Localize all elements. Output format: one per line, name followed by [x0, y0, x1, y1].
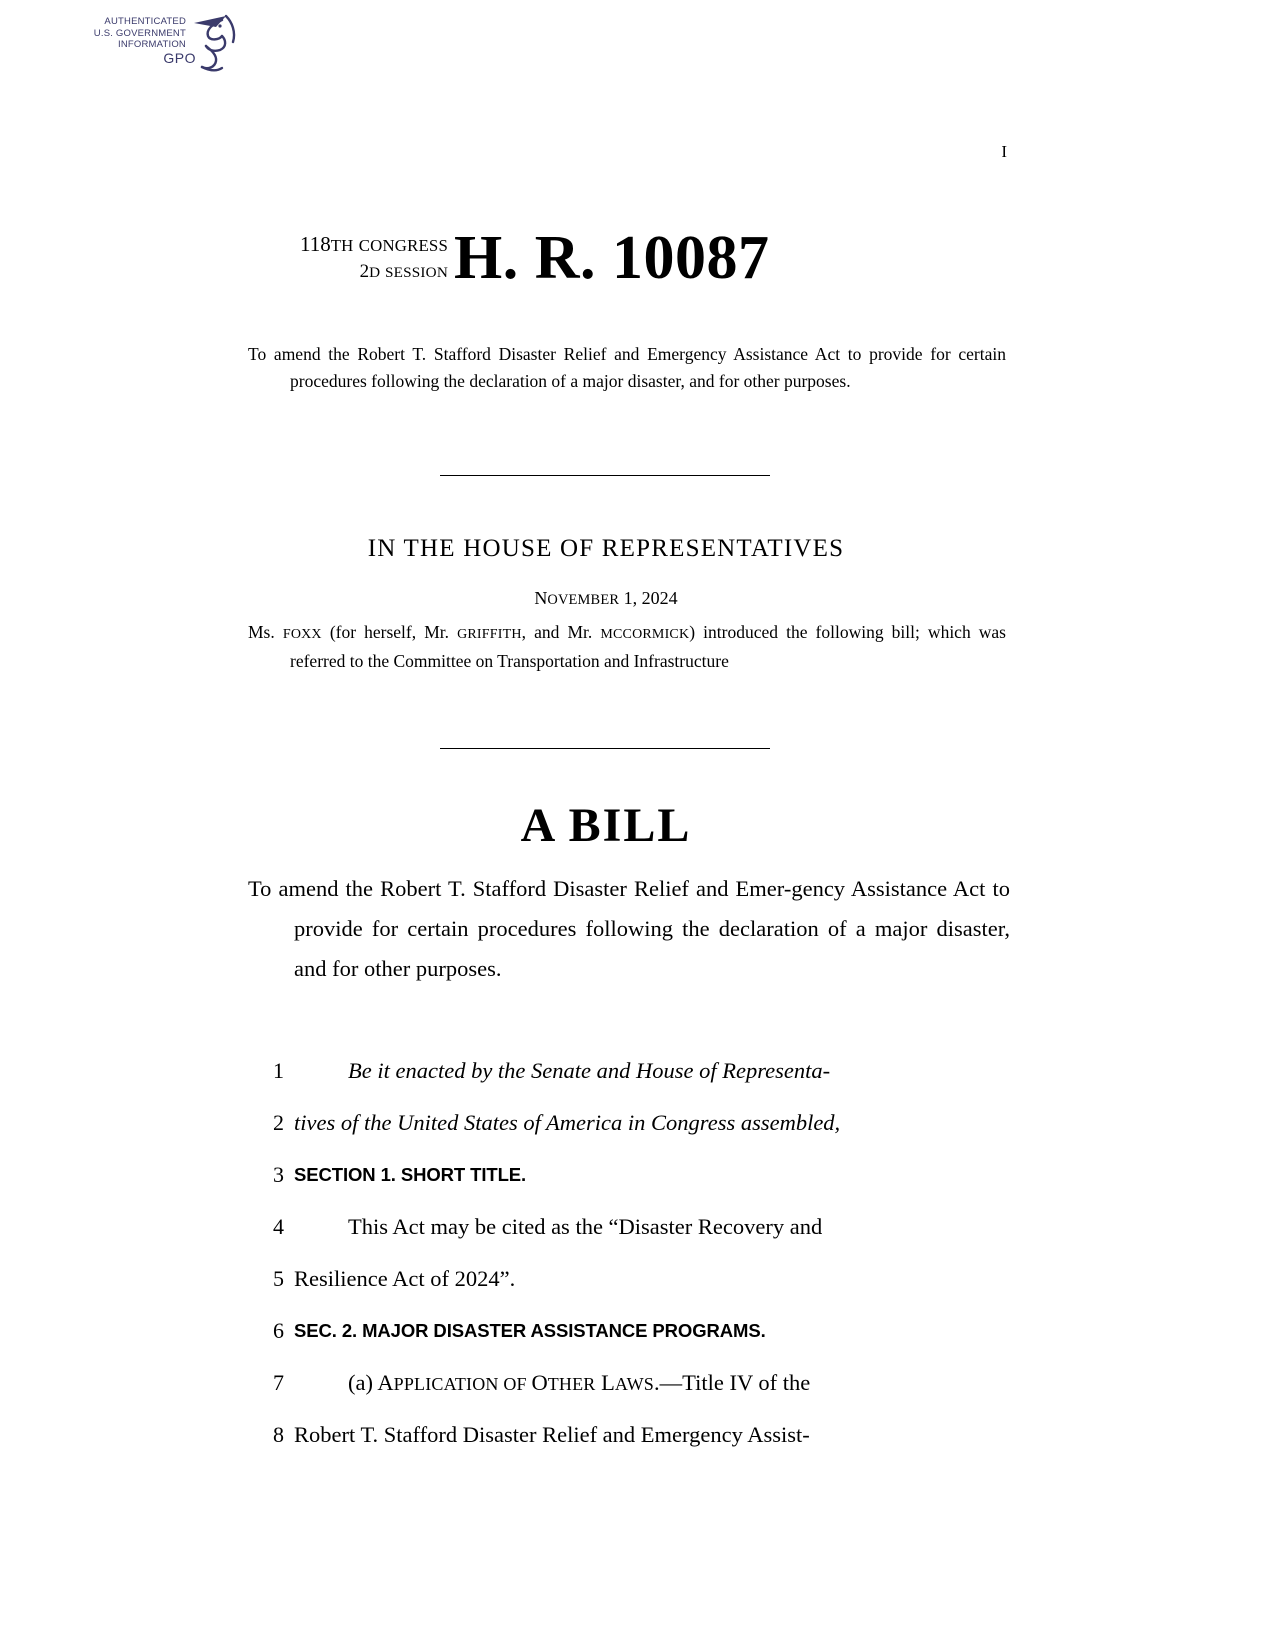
bill-line	[248, 1149, 964, 1201]
long-title-lead: To amend the Robert T. Stafford Disaster Relief and Emer-	[248, 876, 792, 901]
bill-title-heading: A BILL	[520, 799, 692, 852]
divider-rule-bottom	[440, 748, 770, 749]
line-number: 3	[273, 1162, 284, 1187]
gpo-seal-text	[94, 16, 186, 51]
sponsor-name-second: GRIFFITH	[457, 627, 522, 642]
congress-number: 118	[299, 232, 331, 256]
line-text: tives of the United States of America in Congress assembled,	[294, 1110, 841, 1135]
bill-line	[248, 1357, 964, 1409]
line-text: This Act may be cited as the “Disaster Recovery and	[348, 1214, 823, 1239]
page-identifier: I	[1001, 142, 1007, 161]
long-title-rest: gency Assistance Act to provide for certain procedures following the declaration of a major disaster, and for other purposes.	[294, 876, 1010, 981]
line-number: 7	[273, 1370, 284, 1395]
sponsor-name-third: MCCORMICK	[600, 627, 690, 642]
chamber-heading: IN THE HOUSE OF REPRESENTATIVES	[367, 535, 845, 562]
bill-header	[248, 224, 964, 311]
subsection-caption-rest: PPLICATION	[393, 1374, 499, 1394]
bill-line	[248, 1409, 964, 1461]
introduction-date	[248, 588, 964, 609]
eagle-icon	[186, 14, 238, 76]
line-number: 8	[273, 1422, 284, 1447]
line-number: 5	[273, 1266, 284, 1291]
section-heading: SECTION 1. SHORT TITLE.	[294, 1164, 527, 1185]
section-heading: SEC. 2. MAJOR DISASTER ASSISTANCE PROGRAMS.	[294, 1320, 766, 1341]
subsection-caption2-rest: THER	[547, 1374, 596, 1394]
bill-line	[248, 1045, 964, 1097]
bill-line	[248, 1253, 964, 1305]
line-text: Resilience Act of 2024”.	[294, 1266, 516, 1291]
subsection-caption-initial: A	[377, 1370, 394, 1395]
subsection-caption2-initial: O	[531, 1370, 548, 1395]
session-number: 2	[359, 261, 370, 282]
line-number: 1	[273, 1058, 284, 1083]
line-number: 4	[273, 1214, 284, 1239]
congress-word: CONGRESS	[358, 236, 448, 255]
subsection-caption3-initial: L	[595, 1370, 615, 1395]
date-month-initial: N	[534, 588, 548, 608]
bill-line	[248, 1201, 964, 1253]
sponsor-mid-1: (for herself, Mr.	[321, 622, 458, 642]
sponsor-name-primary: FOXX	[282, 627, 322, 642]
bill-number: H. R. 10087	[454, 224, 770, 292]
bill-summary-rest: Act to provide for certain procedures following the declaration of a major disaster, and for other purposes.	[290, 344, 1006, 391]
gpo-seal-line-2: U.S. GOVERNMENT	[93, 27, 186, 39]
subsection-caption-of: OF	[498, 1374, 532, 1394]
sponsor-mid-2: , and Mr.	[521, 622, 601, 642]
sponsor-suffix: ) introduced the following bill; which was referred to the Committee on Transportation and Infrastructure	[290, 622, 1006, 671]
line-number: 2	[273, 1110, 284, 1135]
bill-line	[248, 1305, 964, 1357]
divider-rule-top	[440, 475, 770, 476]
congress-session-block	[248, 231, 448, 286]
gpo-seal-line-3: INFORMATION	[118, 39, 186, 50]
subsection-body-text: Title IV of the	[682, 1370, 811, 1395]
session-ordinal: D	[369, 264, 381, 281]
line-number: 6	[273, 1318, 284, 1343]
date-day-year: 1, 2024	[619, 588, 678, 608]
bill-long-title	[248, 869, 1010, 989]
session-line	[248, 259, 448, 286]
gpo-authentication-seal	[93, 14, 238, 76]
bill-line	[248, 1097, 964, 1149]
gpo-seal-line-1: AUTHENTICATED	[104, 16, 186, 27]
congress-line	[248, 231, 448, 259]
bill-summary-lead: To amend the Robert T. Stafford Disaster Relief and Emergency Assistance	[248, 344, 809, 364]
line-text: Be it enacted by the Senate and House of Representa-	[348, 1058, 831, 1083]
gpo-seal-acronym: GPO	[163, 50, 196, 66]
subsection-line	[294, 1357, 964, 1410]
subsection-dash: .—	[654, 1370, 683, 1395]
sponsor-paragraph	[248, 619, 1006, 674]
subsection-marker: (a)	[348, 1370, 378, 1395]
subsection-caption3-rest: AWS	[614, 1374, 655, 1394]
bill-body	[248, 1045, 964, 1461]
session-word: SESSION	[384, 264, 448, 281]
sponsor-prefix: Ms.	[248, 622, 283, 642]
congress-ordinal: TH	[330, 236, 354, 255]
bill-summary-paragraph	[248, 341, 1006, 394]
line-text: Robert T. Stafford Disaster Relief and Emergency Assist-	[294, 1422, 810, 1447]
date-month-rest: OVEMBER	[547, 592, 620, 608]
